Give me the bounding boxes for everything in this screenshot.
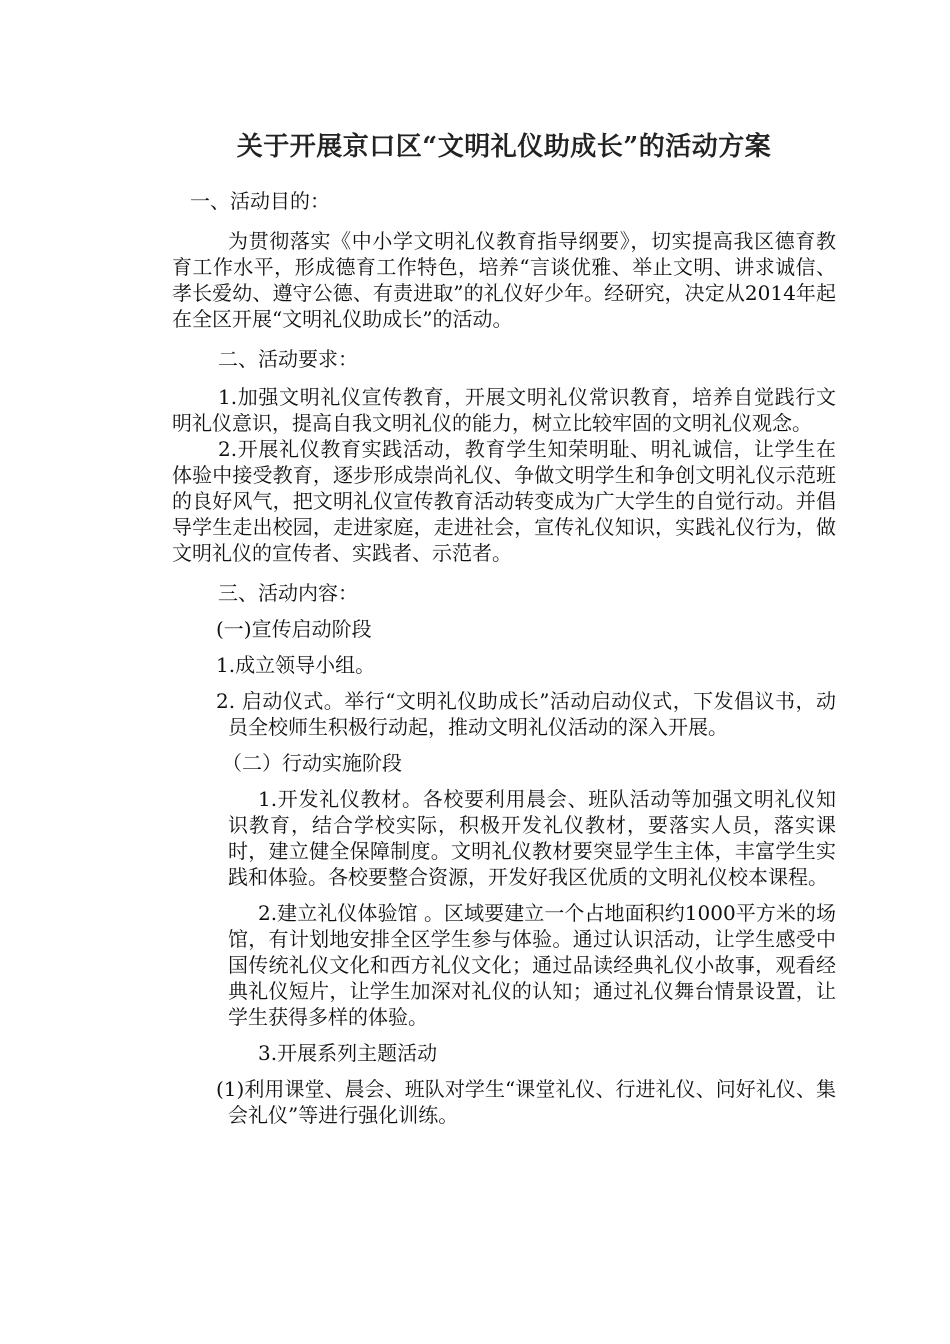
- stage-2-item-2: 2.建立礼仪体验馆 。区域要建立一个占地面积约1000平方米的场馆，有计划地安排全区学生参与体验。通过认识活动，让学生感受中国传统礼仪文化和西方礼仪文化；通过品读经典礼仪小故事，观看经典礼仪短片，让学生加深对礼仪的认知；通过礼仪舞台情景设置，让学生获得多样的体验。: [228, 901, 836, 1029]
- stage-2-heading: （二）行动实施阶段: [222, 751, 402, 775]
- stage-2-item-3: 3.开展系列主题活动: [258, 1041, 438, 1065]
- requirement-item-1: 1.加强文明礼仪宣传教育，开展文明礼仪常识教育，培养自觉践行文明礼仪意识，提高自我文明礼仪的能力，树立比较牢固的文明礼仪观念。: [172, 385, 836, 435]
- section-3-heading: 三、活动内容：: [218, 581, 358, 605]
- stage-1-heading: (一)宣传启动阶段: [216, 617, 372, 641]
- stage-2-item-3-sub-1: (1)利用课堂、晨会、班队对学生“课堂礼仪、行进礼仪、问好礼仪、集会礼仪”等进行强化训练。: [216, 1077, 836, 1127]
- stage-2-item-1: 1.开发礼仪教材。各校要利用晨会、班队活动等加强文明礼仪知识教育，结合学校实际，积极开发礼仪教材，要落实人员，落实课时，建立健全保障制度。文明礼仪教材要突显学生主体，丰富学生实践和体验。各校要整合资源，开发好我区优质的文明礼仪校本课程。: [228, 787, 836, 889]
- requirement-item-2: 2.开展礼仪教育实践活动，教育学生知荣明耻、明礼诚信，让学生在体验中接受教育，逐步形成崇尚礼仪、争做文明学生和争创文明礼仪示范班的良好风气，把文明礼仪宣传教育活动转变成为广大学生的自觉行动。并倡导学生走出校园，走进家庭，走进社会，宣传礼仪知识，实践礼仪行为，做文明礼仪的宣传者、实践者、示范者。: [172, 437, 836, 565]
- stage-1-item-1: 1.成立领导小组。: [216, 653, 376, 677]
- section-1-paragraph: 为贯彻落实《中小学文明礼仪教育指导纲要》，切实提高我区德育教育工作水平，形成德育工作特色，培养“言谈优雅、举止文明、讲求诚信、孝长爱幼、遵守公德、有责进取”的礼仪好少年。经研究，决定从2014年起在全区开展“文明礼仪助成长”的活动。: [172, 229, 836, 331]
- document-body: [172, 130, 836, 1128]
- section-2-heading: 二、活动要求：: [218, 347, 358, 371]
- section-1-heading: 一、活动目的：: [190, 189, 330, 213]
- document-title: 关于开展京口区“文明礼仪助成长”的活动方案: [236, 132, 772, 162]
- stage-1-item-2: 2. 启动仪式。举行“文明礼仪助成长”活动启动仪式，下发倡议书，动员全校师生积极行动起，推动文明礼仪活动的深入开展。: [216, 689, 836, 739]
